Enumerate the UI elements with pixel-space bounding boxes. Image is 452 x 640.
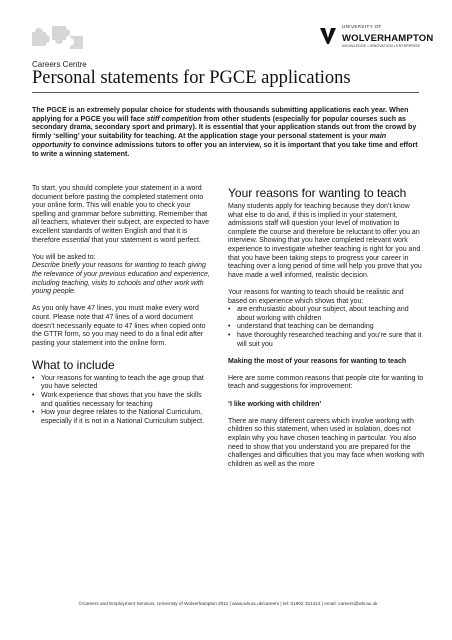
intro-paragraph: The PGCE is an extremely popular choice for students with thousands submitting applications each year. When applying for a PGCE you will face stiff competition from other students (especially for popular courses such as secondary drama, secondary sport and primary). It is essential that your application stands out from the crowd by firmly ‘selling’ your suitability for teaching. At the application stage your personal statement is your main opportunity to convince admissions tutors to offer you an interview, so it is important that you take time and effort to write a winning statement. <box>32 106 418 158</box>
left-column <box>32 185 212 426</box>
logo-tagline: KNOWLEDGE • INNOVATION • ENTERPRISE <box>342 44 421 48</box>
logo-name: WOLVERHAMPTON <box>342 33 434 44</box>
university-logo-mark-icon <box>318 26 338 46</box>
paragraph-different-careers: There are many different careers which involve working with children so this statement, when used in isolation, does not explain why you have chosen teaching in particular. You also need to show that you understand you are prepared for the challenges and difficulties that you may face when working with children as well as the more <box>228 417 424 468</box>
list-item: • How your degree relates to the National Curriculum, especially if it is not in a National Curriculum subject. <box>32 409 212 426</box>
list-item: • Your reasons for wanting to teach the age group that you have selected <box>32 375 212 392</box>
page-title: Personal statements for PGCE applications <box>32 68 351 88</box>
paragraph-many-students: Many students apply for teaching because they don’t know what else to do and, if this is implied in your statement, admissions staff will question your level of motivation to complete the course and therefore be reluctant to offer you an interview. Showing that you have completed relevant work experience to investigate whether teaching is right for you and that you have been taking steps to progress your career in teaching over a long period of time will help you prove that you have made a well informed, realistic decision. <box>228 203 422 279</box>
heading-making-the-most: Making the most of your reasons for wanting to teach <box>228 357 407 365</box>
heading-what-to-include: What to include <box>32 357 115 372</box>
paragraph-asked-to: You will be asked to: <box>32 253 96 261</box>
list-item: • are enthusiastic about your subject, about teaching and about working with children <box>228 306 424 323</box>
list-item: • understand that teaching can be demanding <box>228 323 424 332</box>
section-label: Careers Centre <box>32 60 87 69</box>
paragraph-common-reasons: Here are some common reasons that people cite for wanting to teach and suggestions for improvement: <box>228 374 424 391</box>
title-divider <box>32 92 419 93</box>
page-footer: ©Careers and Employment Services, University of Wolverhampton 2011 | www.wlv.ac.uk/careers | tel: 01902 321414 | email: careers@wlv.ac.uk <box>78 601 378 606</box>
right-column <box>228 185 424 478</box>
heading-reasons: Your reasons for wanting to teach <box>228 186 407 200</box>
paragraph-word-document: To start, you should complete your statement in a word document before pasting the completed statement onto your online form. This will enable you to check your spelling and grammar before submitting. Remember that all teachers, whatever their subject, are expected to have excellent standards of written English and that it is therefore essential that your statement is word perfect. <box>32 185 210 244</box>
puzzle-pieces-icon <box>30 24 86 54</box>
paragraph-47-lines: As you only have 47 lines, you must make every word count. Please note that 47 lines of a word document doesn’t necessarily equate to 47 lines when copied onto the GTTR form, so you may need to do a final edit after pasting your statement into the online form. <box>32 305 206 347</box>
logo-university-of: UNIVERSITY OF <box>342 24 382 29</box>
list-item: • have thoroughly researched teaching and you’re sure that it will suit you <box>228 332 424 349</box>
list-item: • Work experience that shows that you have the skills and qualities necessary for teaching <box>32 392 212 409</box>
university-logo <box>318 22 436 52</box>
paragraph-describe-briefly: Describe briefly your reasons for wanting to teach giving the relevance of your previous education and experience, including teaching, visits to schools and other work with young people. <box>32 262 210 296</box>
quote-working-with-children: ‘I like working with children’ <box>228 400 322 408</box>
paragraph-realistic: Your reasons for wanting to teach should be realistic and based on experience which shows that you: <box>228 288 404 305</box>
